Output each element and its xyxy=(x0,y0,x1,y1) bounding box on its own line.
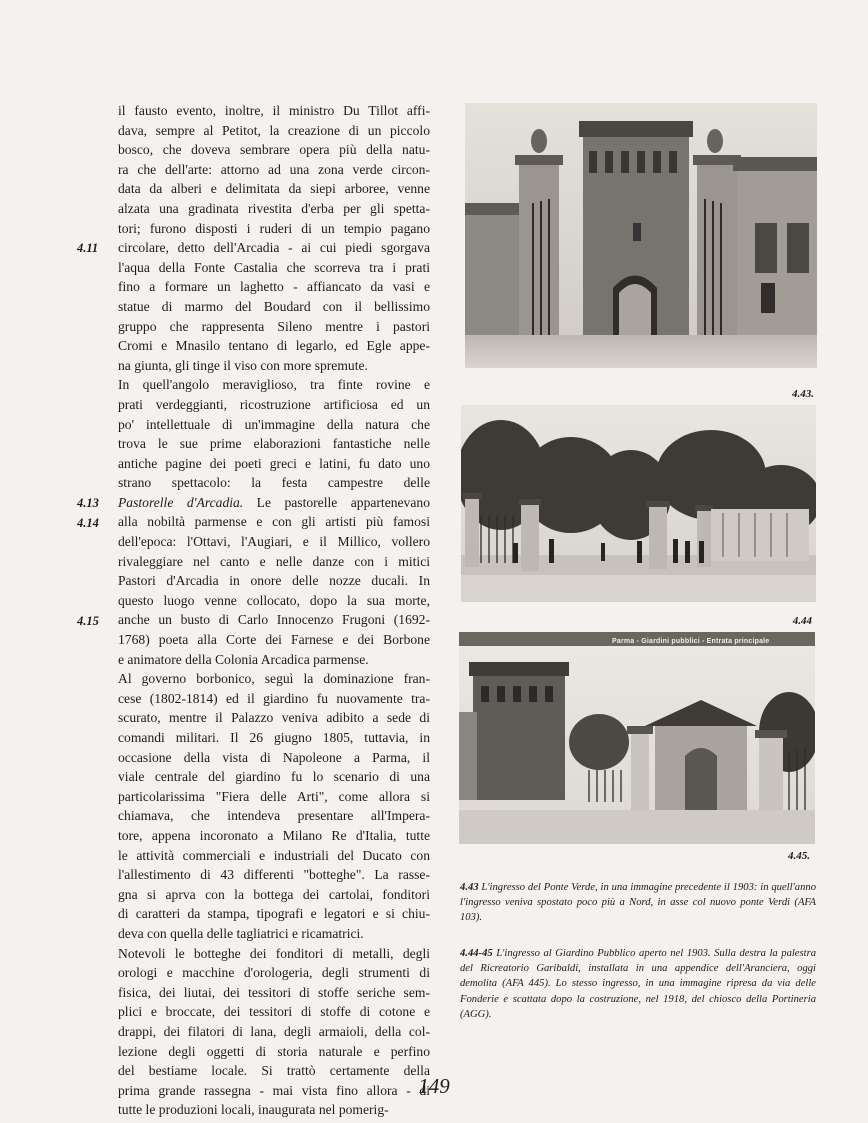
text-line: fino a formare un laghetto - affiancato da vasi e xyxy=(118,279,430,295)
text-line: Pastori d'Arcadia in onore delle nozze ducali. In xyxy=(118,573,430,589)
text-line: orologi e macchine d'orologeria, degli strumenti di xyxy=(118,965,430,981)
text-line: occasione della vista di Napoleone a Parma, il xyxy=(118,749,430,765)
text-line: dava, sempre al Petitot, la creazione di un piccolo xyxy=(118,122,430,138)
text-line: tutte le produzioni locali, inaugurata nel pomerig- xyxy=(118,1102,389,1118)
text-line: chiamava, che intendeva presentare all'Impera- xyxy=(118,808,430,824)
figure-label-4-43: 4.43. xyxy=(792,388,814,400)
text-line: dell'epoca: l'Ottavi, l'Augiari, e il Millico, vollero xyxy=(118,534,430,550)
figure-label-4-44: 4.44 xyxy=(792,615,812,627)
text-line: comandi militari. Il 26 giugno 1805, tuttavia, in xyxy=(118,730,430,745)
italic-title: Pastorelle d'Arcadia. xyxy=(118,494,244,510)
text-line: prati verdeggianti, ricostruzione artificiosa ed un xyxy=(118,396,430,412)
text-line: plici e broccate, dei tessitori di stoffe di cotone e xyxy=(118,1004,430,1020)
photo-stamp-text: Parma - Giardini pubblici - Entrata principale xyxy=(612,638,770,645)
figure-label-4-45: 4.45. xyxy=(788,850,810,862)
main-text-column xyxy=(118,101,430,1120)
text-line: questo luogo venne collocato, dopo la sua morte, xyxy=(118,592,430,608)
text-line: drappi, dei filatori di lana, degli armaioli, della col- xyxy=(118,1023,430,1039)
text-line: tori; furono disposti i ruderi di un tempio pagano xyxy=(118,220,430,236)
text-line: Notevoli le botteghe dei fonditori di metalli, degli xyxy=(118,945,430,961)
caption-text: L'ingresso al Giardino Pubblico aperto nel 1903. Sulla destra la palestra del Ricreatorio Garibaldi, installata in una appendice dell'Aranciera, oggi demolita (AFA 445). Lo stesso ingresso, in una immagine ripresa da via delle Fonderie e scattata dopo la costruzione, nel 1918, del chiosco della Portineria (AGG). xyxy=(460,948,816,1020)
text-line: gna si aprva con la bottega dei cartolai, fonditori xyxy=(118,886,430,902)
text-line: Pastorelle d'Arcadia. Le pastorelle appartenevano xyxy=(118,494,430,510)
text-line: Al governo borbonico, seguì la dominazione fran- xyxy=(118,671,430,687)
text-line: strano spettacolo: la festa campestre delle xyxy=(118,475,430,491)
text-line: alla nobiltà parmense e con gli artisti più famosi xyxy=(118,514,430,530)
text-line: tore, appena incoronato a Milano Re d'Italia, tutte xyxy=(118,827,430,843)
text-line: rivaleggiare nel canto e nelle danze con i mitici xyxy=(118,553,430,569)
text-line: statue di marmo del Boudard con il bellissimo xyxy=(118,298,430,314)
caption-ref: 4.43 xyxy=(460,882,479,893)
text-line: viale centrale del giardino fu lo scenario di una xyxy=(118,769,430,785)
text-line: na giunta, gli tinge il viso con more spremute. xyxy=(118,357,368,373)
caption-4-43 xyxy=(460,880,816,926)
text-line: alzata una gradinata rivestita d'erba per gli spetta- xyxy=(118,200,430,216)
text-line: fisica, dei liutai, dei tessitori di stoffe seriche sem- xyxy=(118,984,430,1000)
text-line: gruppo che rappresenta Sileno mentre i pastori xyxy=(118,318,430,334)
text-line: le attività commerciali e industriali del Ducato con xyxy=(118,847,430,863)
text-line: e animatore della Colonia Arcadica parmense. xyxy=(118,651,369,667)
text-line: 1768) poeta alla Corte dei Farnese e dei Borbone xyxy=(118,632,430,648)
text-line: trova le sue prime elaborazioni fantastiche nelle xyxy=(118,436,430,452)
text-line: po' intellettuale di un'immagine della natura che xyxy=(118,416,430,432)
text-line: del bestiame locale. Si trattò certamente della xyxy=(118,1063,430,1079)
text-line: deva con quella delle tagliatrici e ricamatrici. xyxy=(118,925,364,941)
text-line: scurato, mentre il Palazzo veniva adibito a sede di xyxy=(118,710,430,726)
text-line: cese (1802-1814) ed il giardino fu nuovamente tra- xyxy=(118,690,430,706)
text-line: data da alberi e delimitata da siepi arboree, venne xyxy=(118,181,430,197)
text-line: ra che dell'arte: attorno ad una zona verde circon- xyxy=(118,161,430,177)
text-line: antiche pagine dei poeti greci e latini, fu dato uno xyxy=(118,455,430,471)
photo-4-45 xyxy=(459,632,815,844)
text-line: Cromi e Mnasilo tentano di legarlo, ed Egle appe- xyxy=(118,338,430,354)
text-line: particolarissima "Fiera delle Arti", come allora si xyxy=(118,788,430,804)
text-line: In quell'angolo meraviglioso, tra finte rovine e xyxy=(118,377,430,393)
margin-reference: 4.13 xyxy=(77,496,99,510)
caption-text: L'ingresso del Ponte Verde, in una immagine precedente il 1903: in quell'anno l'ingresso veniva spostato poco più a Nord, in asse col nuovo ponte Verdi (AFA 103). xyxy=(460,882,816,924)
text-line: circolare, detto dell'Arcadia - ai cui piedi sgorgava xyxy=(118,240,430,256)
text-line: il fausto evento, inoltre, il ministro Du Tillot affi- xyxy=(118,103,430,118)
photo-4-44 xyxy=(461,405,816,602)
text-line: lezione degli oggetti di storia naturale e perfino xyxy=(118,1043,430,1059)
margin-reference: 4.11 xyxy=(77,241,99,256)
text-line: bosco, che doveva sembrare opera più della natu- xyxy=(118,142,430,158)
caption-4-44-45 xyxy=(460,946,816,1022)
page-number: 149 xyxy=(418,1074,450,1098)
margin-reference: 4.15 xyxy=(77,613,99,628)
text-line: l'allestimento di 43 differenti "botteghe". La rasse- xyxy=(118,867,430,883)
text-line: l'aqua della Fonte Castalia che scorreva tra i prati xyxy=(118,259,430,275)
text-line: di caratteri da stampa, tipografi e legatori e si chiu- xyxy=(118,906,430,922)
photo-4-43 xyxy=(465,103,817,368)
text-line: prima grande rassegna - mai vista fino allora - di xyxy=(118,1082,430,1098)
margin-reference: 4.14 xyxy=(77,515,99,530)
text-line: anche un busto di Carlo Innocenzo Frugoni (1692- xyxy=(118,612,430,628)
caption-ref: 4.44-45 xyxy=(460,948,493,959)
